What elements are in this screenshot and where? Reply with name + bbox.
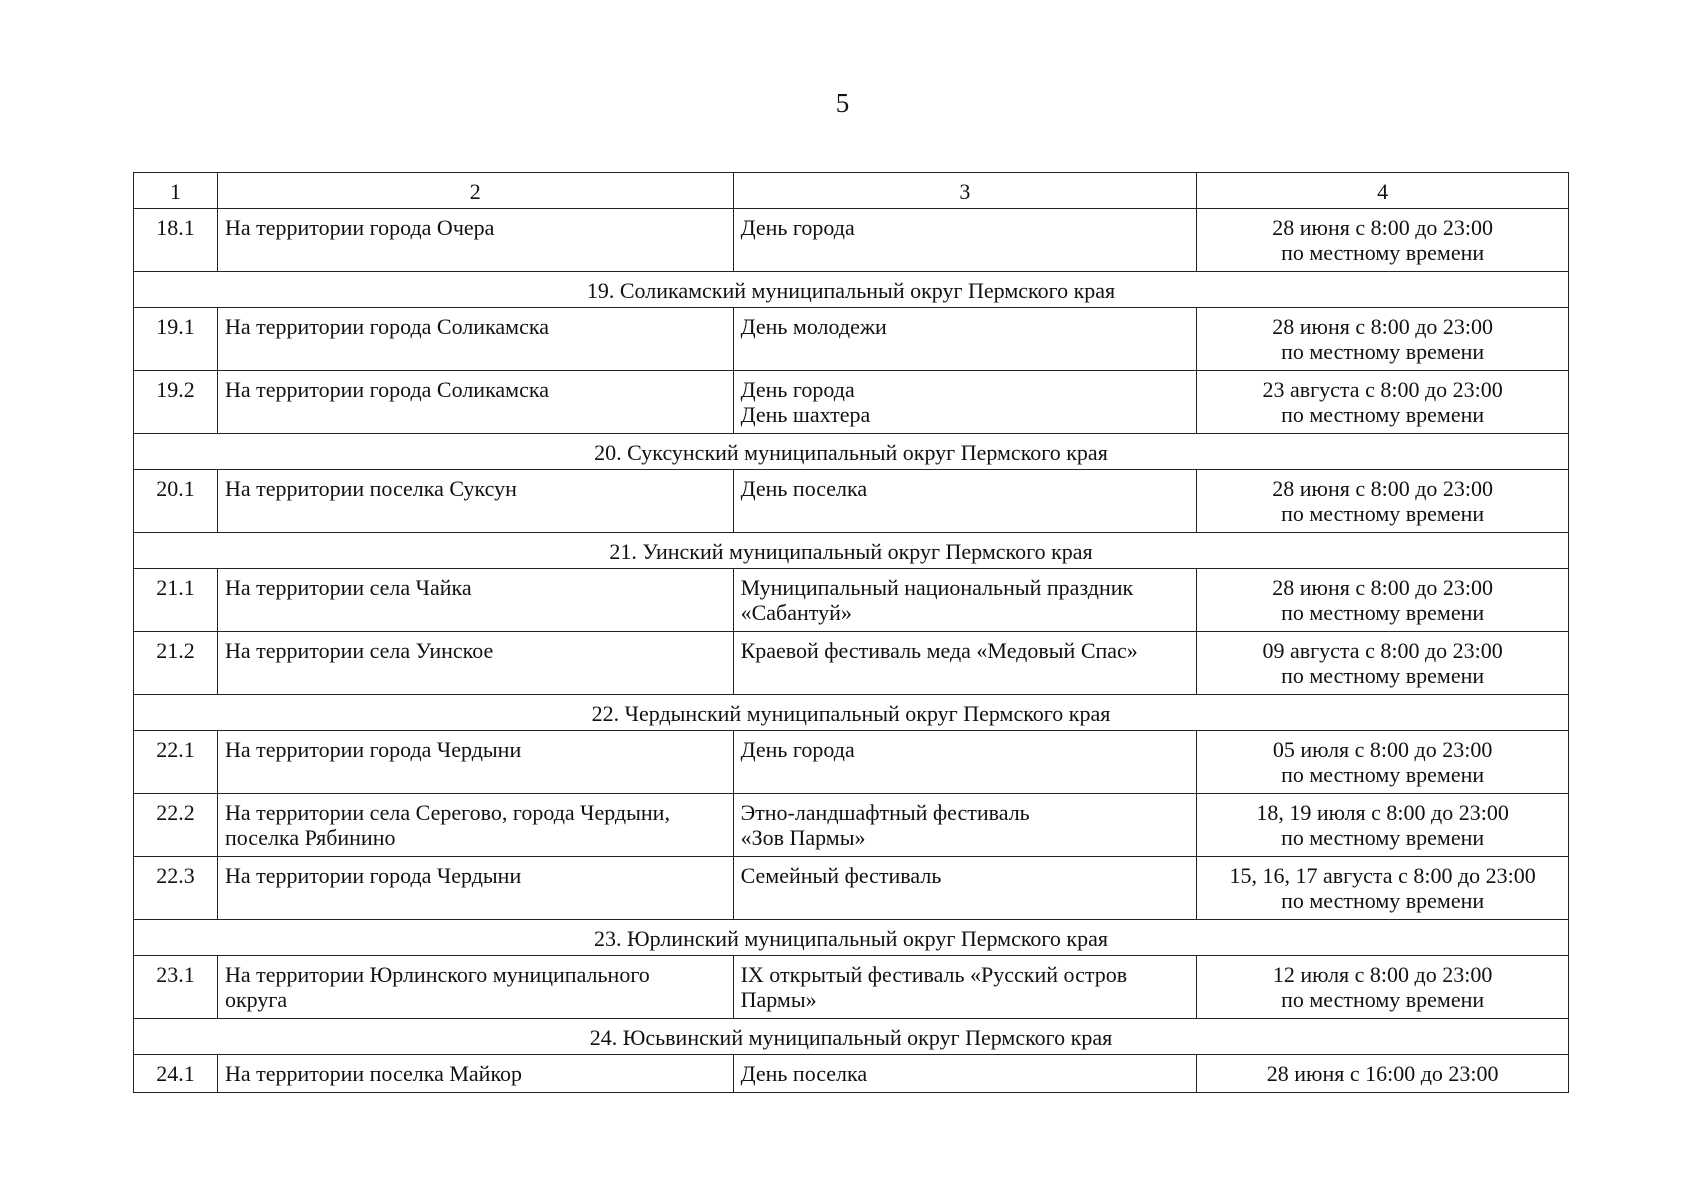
events-table-body <box>134 173 1569 1093</box>
text-line: по местному времени <box>1281 888 1485 913</box>
event-date-time <box>1197 731 1569 794</box>
district-group-row <box>134 920 1569 956</box>
text-line: по местному времени <box>1281 501 1485 526</box>
item-number: 22.1 <box>134 731 218 794</box>
event-row <box>134 632 1569 695</box>
text-line: округа <box>224 987 288 1012</box>
item-number: 19.1 <box>134 308 218 371</box>
text-line: День города <box>740 737 855 762</box>
text-line: На территории села Уинское <box>224 638 494 663</box>
text-line: Муниципальный национальный праздник <box>740 575 1134 600</box>
text-line: Этно-ландшафтный фестиваль <box>740 800 1030 825</box>
item-number: 22.2 <box>134 794 218 857</box>
item-number: 19.2 <box>134 371 218 434</box>
text-line: 28 июня с 8:00 до 23:00 <box>1272 314 1494 339</box>
text-line: 15, 16, 17 августа с 8:00 до 23:00 <box>1229 863 1536 888</box>
event-name <box>733 731 1197 794</box>
district-title: 22. Чердынский муниципальный округ Пермского края <box>134 695 1569 731</box>
item-number: 24.1 <box>134 1055 218 1093</box>
text-line: 23 августа с 8:00 до 23:00 <box>1262 377 1503 402</box>
event-location <box>217 794 733 857</box>
text-line: На территории города Соликамска <box>224 314 549 339</box>
events-table <box>133 172 1569 1093</box>
event-row <box>134 857 1569 920</box>
event-date-time <box>1197 569 1569 632</box>
event-date-time <box>1197 371 1569 434</box>
event-name <box>733 371 1197 434</box>
district-title: 19. Соликамский муниципальный округ Пермского края <box>134 272 1569 308</box>
event-name <box>733 794 1197 857</box>
item-number: 18.1 <box>134 209 218 272</box>
column-number-row <box>134 173 1569 209</box>
district-title: 21. Уинский муниципальный округ Пермского края <box>134 533 1569 569</box>
item-number: 23.1 <box>134 956 218 1019</box>
text-line: 28 июня с 8:00 до 23:00 <box>1272 215 1494 240</box>
text-line: Краевой фестиваль меда «Медовый Спас» <box>740 638 1138 663</box>
event-row <box>134 956 1569 1019</box>
text-line: по местному времени <box>1281 240 1485 265</box>
event-location <box>217 1055 733 1093</box>
column-number: 3 <box>733 173 1197 209</box>
event-name <box>733 470 1197 533</box>
event-row <box>134 308 1569 371</box>
district-title: 24. Юсьвинский муниципальный округ Пермского края <box>134 1019 1569 1055</box>
text-line: IX открытый фестиваль «Русский остров <box>740 962 1128 987</box>
text-line: по местному времени <box>1281 663 1485 688</box>
text-line: Пармы» <box>740 987 817 1012</box>
event-date-time <box>1197 956 1569 1019</box>
district-title: 20. Суксунский муниципальный округ Пермского края <box>134 434 1569 470</box>
event-name <box>733 632 1197 695</box>
text-line: 09 августа с 8:00 до 23:00 <box>1262 638 1503 663</box>
district-group-row <box>134 272 1569 308</box>
text-line: День города <box>740 377 855 402</box>
district-title: 23. Юрлинский муниципальный округ Пермского края <box>134 920 1569 956</box>
event-row <box>134 371 1569 434</box>
item-number: 20.1 <box>134 470 218 533</box>
text-line: На территории города Чердыни <box>224 863 522 888</box>
event-date-time <box>1197 857 1569 920</box>
text-line: по местному времени <box>1281 339 1485 364</box>
item-number: 22.3 <box>134 857 218 920</box>
event-location <box>217 731 733 794</box>
text-line: по местному времени <box>1281 987 1485 1012</box>
event-location <box>217 569 733 632</box>
text-line: На территории города Чердыни <box>224 737 522 762</box>
event-date-time <box>1197 470 1569 533</box>
text-line: День города <box>740 215 855 240</box>
district-group-row <box>134 695 1569 731</box>
text-line: 05 июля с 8:00 до 23:00 <box>1272 737 1493 762</box>
text-line: День поселка <box>740 476 868 501</box>
text-line: «Зов Пармы» <box>740 825 866 850</box>
event-location <box>217 308 733 371</box>
text-line: по местному времени <box>1281 402 1485 427</box>
text-line: На территории города Очера <box>224 215 495 240</box>
district-group-row <box>134 434 1569 470</box>
event-row <box>134 470 1569 533</box>
event-date-time <box>1197 632 1569 695</box>
text-line: по местному времени <box>1281 600 1485 625</box>
text-line: На территории села Чайка <box>224 575 472 600</box>
event-location <box>217 956 733 1019</box>
page-number: 5 <box>835 88 850 118</box>
text-line: по местному времени <box>1281 825 1485 850</box>
text-line: 18, 19 июля с 8:00 до 23:00 <box>1256 800 1509 825</box>
text-line: На территории поселка Майкор <box>224 1061 523 1086</box>
text-line: Семейный фестиваль <box>740 863 942 888</box>
text-line: День молодежи <box>740 314 887 339</box>
event-name <box>733 1055 1197 1093</box>
event-row <box>134 209 1569 272</box>
district-group-row <box>134 533 1569 569</box>
event-location <box>217 857 733 920</box>
event-name <box>733 956 1197 1019</box>
event-date-time <box>1197 1055 1569 1093</box>
text-line: На территории села Серегово, города Чердыни, <box>224 800 670 825</box>
text-line: День шахтера <box>740 402 871 427</box>
text-line: На территории поселка Суксун <box>224 476 517 501</box>
event-location <box>217 632 733 695</box>
event-date-time <box>1197 794 1569 857</box>
text-line: поселка Рябинино <box>224 825 396 850</box>
event-row <box>134 731 1569 794</box>
text-line: «Сабантуй» <box>740 600 852 625</box>
item-number: 21.1 <box>134 569 218 632</box>
text-line: День поселка <box>740 1061 868 1086</box>
text-line: 28 июня с 16:00 до 23:00 <box>1266 1061 1499 1086</box>
column-number: 1 <box>134 173 218 209</box>
event-row <box>134 1055 1569 1093</box>
event-location <box>217 371 733 434</box>
event-name <box>733 308 1197 371</box>
column-number: 4 <box>1197 173 1569 209</box>
column-number: 2 <box>217 173 733 209</box>
text-line: по местному времени <box>1281 762 1485 787</box>
event-name <box>733 569 1197 632</box>
text-line: На территории города Соликамска <box>224 377 549 402</box>
event-location <box>217 470 733 533</box>
event-row <box>134 569 1569 632</box>
event-row <box>134 794 1569 857</box>
event-location <box>217 209 733 272</box>
text-line: 28 июня с 8:00 до 23:00 <box>1272 476 1494 501</box>
district-group-row <box>134 1019 1569 1055</box>
event-name <box>733 857 1197 920</box>
event-date-time <box>1197 209 1569 272</box>
item-number: 21.2 <box>134 632 218 695</box>
event-date-time <box>1197 308 1569 371</box>
text-line: 28 июня с 8:00 до 23:00 <box>1272 575 1494 600</box>
text-line: На территории Юрлинского муниципального <box>224 962 650 987</box>
text-line: 12 июля с 8:00 до 23:00 <box>1272 962 1493 987</box>
event-name <box>733 209 1197 272</box>
